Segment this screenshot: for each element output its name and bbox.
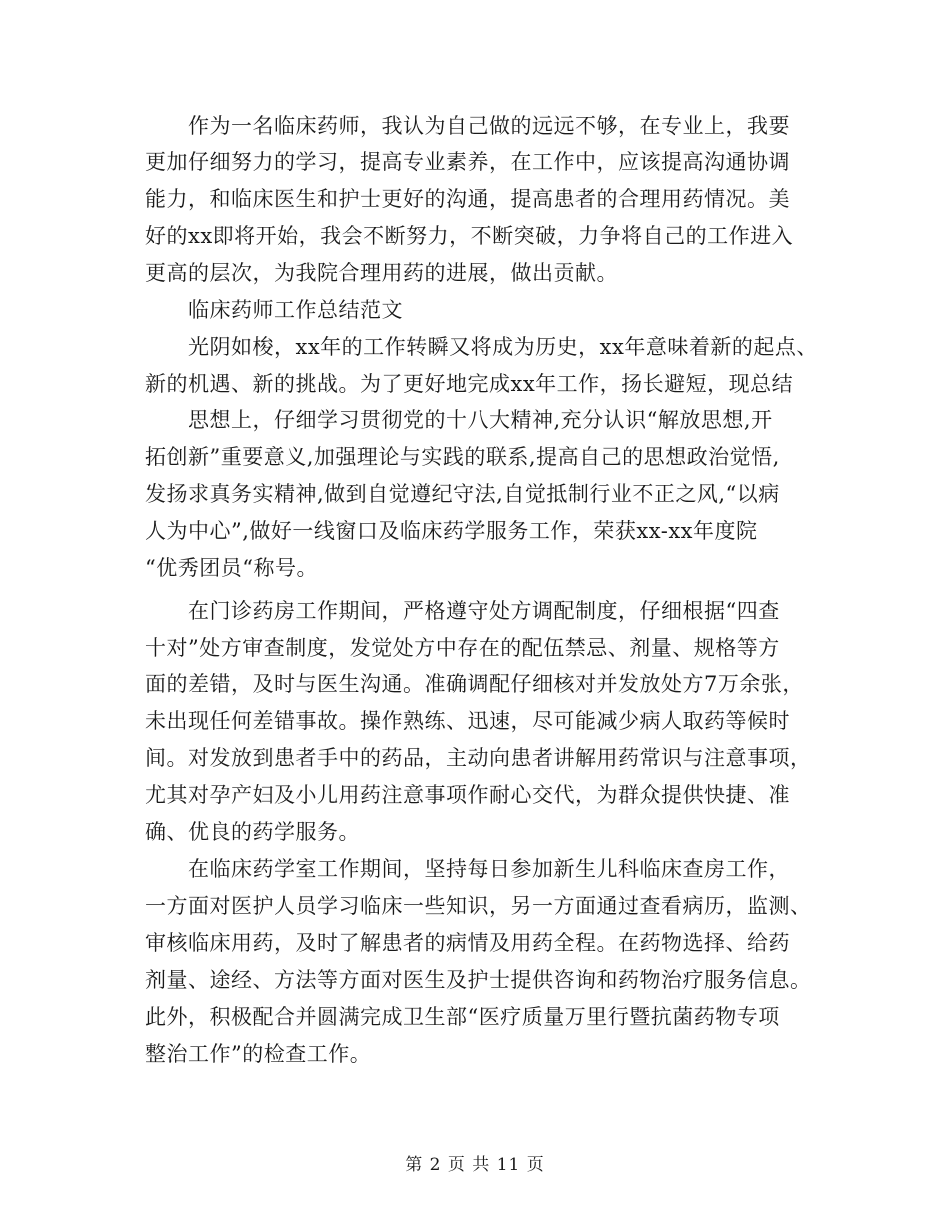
text-line: 整治工作”的检查工作。 [145, 1042, 372, 1066]
text-line: 一方面对医护人员学习临床一些知识，另一方面通过查看病历，监测、 [145, 894, 812, 918]
text-line: 能力，和临床医生和护士更好的沟通，提高患者的合理用药情况。美 [145, 187, 790, 211]
text-line: 光阴如梭，xx年的工作转瞬又将成为历史，xx年意味着新的起点、 [188, 335, 818, 359]
text-line: 新的机遇、新的挑战。为了更好地完成xx年工作，扬长避短，现总结 [145, 372, 794, 396]
text-line: 更高的层次，为我院合理用药的进展，做出贡献。 [145, 261, 618, 285]
text-line: 更加仔细努力的学习，提高专业素养，在工作中，应该提高沟通协调 [145, 150, 790, 174]
text-line: 剂量、途经、方法等方面对医生及护士提供咨询和药物治疗服务信息。 [145, 968, 812, 992]
text-line: 面的差错，及时与医生沟通。准确调配仔细核对并发放处方7万余张， [145, 672, 804, 696]
text-line: 拓创新”重要意义,加强理论与实践的联系,提高自己的思想政治觉悟, [145, 445, 780, 469]
text-line: 好的xx即将开始，我会不断努力，不断突破，力争将自己的工作进入 [145, 224, 794, 248]
text-line: 在门诊药房工作期间，严格遵守处方调配制度，仔细根据“四查 [188, 599, 780, 623]
text-line: 未出现任何差错事故。操作熟练、迅速，尽可能减少病人取药等候时 [145, 709, 790, 733]
text-line: 发扬求真务实精神,做到自觉遵纪守法,自觉抵制行业不正之风,“以病 [145, 482, 780, 506]
text-line: 在临床药学室工作期间，坚持每日参加新生儿科临床查房工作， [188, 857, 790, 881]
text-line: 审核临床用药，及时了解患者的病情及用药全程。在药物选择、给药 [145, 931, 790, 955]
text-line: 作为一名临床药师，我认为自己做的远远不够，在专业上，我要 [188, 114, 790, 138]
section-heading: 临床药师工作总结范文 [188, 298, 403, 322]
text-line: 思想上，仔细学习贯彻党的十八大精神,充分认识“解放思想,开 [188, 408, 773, 432]
text-line: 此外，积极配合并圆满完成卫生部“医疗质量万里行暨抗菌药物专项 [145, 1005, 780, 1029]
text-line: 人为中心”,做好一线窗口及临床药学服务工作，荣获xx-xx年度院 [145, 519, 758, 543]
text-line: 间。对发放到患者手中的药品，主动向患者讲解用药常识与注意事项， [145, 746, 812, 770]
page-number: 第 2 页 共 11 页 [405, 1155, 545, 1175]
text-line: “优秀团员“称号。 [145, 556, 318, 580]
text-line: 十对”处方审查制度，发觉处方中存在的配伍禁忌、剂量、规格等方 [145, 636, 780, 660]
text-line: 确、优良的药学服务。 [145, 820, 360, 844]
text-line: 尤其对孕产妇及小儿用药注意事项作耐心交代，为群众提供快捷、准 [145, 783, 790, 807]
